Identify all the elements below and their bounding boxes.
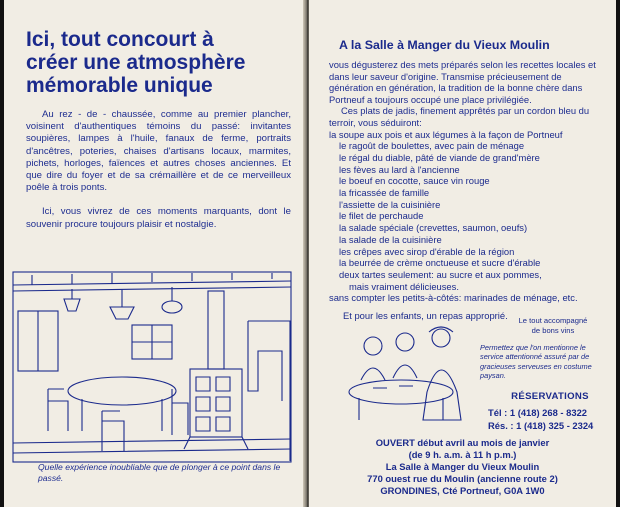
menu-item: le ragoût de boulettes, avec pain de ménage: [339, 140, 525, 152]
intro-paragraph: Au rez - de - chaussée, comme au premier plancher, voisinent d'authentiques témoins du passé: invitantes soupières, lampes à l'huile, fanaux de ferme, portraits d'ancêtres, poteries, chaises d'artisans locaux, marmites, pichets, horloges, faïences et autres choses anciennes. Et que dire du foyer et de sa crémaillère et de ce merveilleux poêle à trois ponts.: [26, 109, 291, 194]
wine-line: Le tout accompagné: [518, 316, 588, 325]
menu-item: le filet de perchaude: [339, 210, 424, 222]
menu-intro-2: Ces plats de jadis, finement apprêtés par un cordon bleu du terroir, vous séduiront:: [329, 105, 590, 128]
memories-paragraph: Ici, vous vivrez de ces moments marquants, dont le souvenir procure toujours plaisir et nostalgie.: [26, 206, 291, 230]
menu-item: les crêpes avec sirop d'érable de la région: [339, 245, 515, 257]
menu-item: la salade de la cuisinière: [339, 233, 442, 245]
menu-item: sans compter les petits-à-côtés: marinades de ménage, etc.: [329, 292, 578, 304]
menu-item: le boeuf en cocotte, sauce vin rouge: [339, 175, 490, 187]
menu-item: deux tartes seulement: au sucre et aux pommes,: [339, 269, 542, 280]
dining-room-illustration: [12, 271, 292, 463]
heading-line: Ici, tout concourt à: [26, 28, 214, 51]
illustration-caption: Quelle expérience inoubliable que de plonger à ce point dans le passé.: [38, 462, 281, 483]
phone-res: Rés. : 1 (418) 325 - 2324: [488, 420, 594, 431]
reservations-title: RÉSERVATIONS: [511, 391, 589, 402]
footer-line: 770 ouest rue du Moulin (ancienne route 2): [367, 473, 558, 484]
menu-item: la fricassée de famille: [339, 187, 430, 199]
menu-item: le régal du diable, pâté de viande de grand'mère: [339, 151, 540, 163]
wine-line: de bons vins: [531, 326, 575, 335]
heading-line: mémorable unique: [26, 74, 213, 97]
menu-item: mais vraiment délicieuses.: [349, 280, 459, 292]
menu-item: la beurrée de crème onctueuse et sucre d'érable: [339, 257, 541, 269]
footer-line: GRONDINES, Cté Portneuf, G0A 1W0: [380, 485, 545, 496]
footer-line: (de 9 h. a.m. à 11 h p.m.): [408, 449, 517, 460]
menu-item: l'assiette de la cuisinière: [339, 198, 441, 210]
menu-item: les fèves au lard à l'ancienne: [339, 163, 460, 175]
footer-line: OUVERT début avril au mois de janvier: [375, 437, 550, 448]
right-title: A la Salle à Manger du Vieux Moulin: [339, 38, 550, 52]
footer-line: La Salle à Manger du Vieux Moulin: [385, 461, 540, 472]
service-note: Permettez que l'on mentionne le service attentionné assuré par de gracieuses serveuses en costume paysan.: [480, 343, 592, 381]
menu-list: [329, 129, 604, 305]
wine-note: [493, 316, 613, 336]
menu-item: la soupe aux pois et aux légumes à la façon de Portneuf: [329, 128, 563, 140]
phone-tel: Tél : 1 (418) 268 - 8322: [488, 407, 588, 418]
heading-line: créer une atmosphère: [26, 51, 246, 74]
children-note: Et pour les enfants, un repas approprié.: [343, 310, 508, 322]
left-heading: [26, 28, 291, 97]
menu-item: la salade spéciale (crevettes, saumon, oeufs): [339, 222, 528, 234]
diners-illustration: [343, 322, 481, 422]
menu-intro: vous dégusterez des mets préparés selon les recettes locales et dans leur saveur d'origine. Transmise précieusement de génération en génération, la tradition de la bonne chère dans Portneuf a toujours occupé une place privilégiée.: [329, 59, 596, 105]
